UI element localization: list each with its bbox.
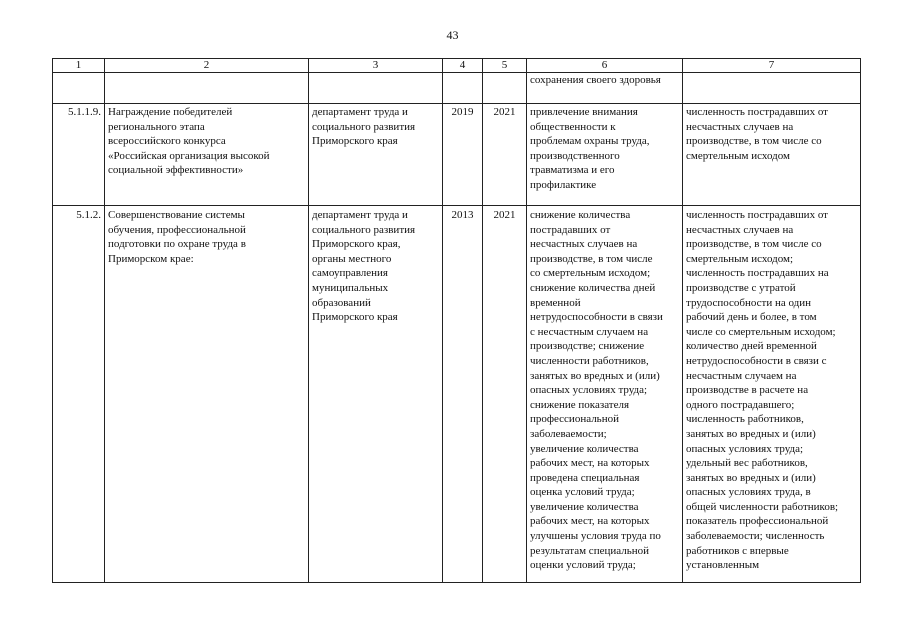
executor: департамент труда и социального развития Приморского края, органы местного самоуправления муниципальных образований Приморского края [309, 206, 443, 583]
header-col-4: 4 [443, 59, 483, 73]
cell-empty [443, 73, 483, 104]
expected-result: привлечение внимания общественности к проблемам охраны труда, производственного травматизма и его профилактике [527, 104, 683, 206]
measure-name: Награждение победителей регионального этапа всероссийского конкурса «Российская организация высокой социальной эффективности» [105, 104, 309, 206]
page-number: 43 [446, 28, 459, 42]
row-number: 5.1.1.9. [53, 104, 105, 206]
continuation-result: сохранения своего здоровья [527, 73, 683, 104]
program-table [52, 58, 861, 583]
header-row [53, 59, 861, 73]
start-year: 2019 [443, 104, 483, 206]
header-col-1: 1 [53, 59, 105, 73]
expected-result: снижение количества пострадавших от несчастных случаев на производстве, в том числе со смертельным исходом; снижение количества дней временной нетрудоспособности в связи с несчастным случаем на производстве; снижение численности работников, занятых во вредных и (или) опасных условиях труда; снижение показателя профессиональной заболеваемости; увеличение количества рабочих мест, на которых проведена специальная оценка условий труда; увеличение количества рабочих мест, на которых улучшены условия труда по результатам специальной оценки условий труда; [527, 206, 683, 583]
continuation-row [53, 73, 861, 104]
cell-empty [105, 73, 309, 104]
table-row [53, 206, 861, 583]
header-col-3: 3 [309, 59, 443, 73]
start-year: 2013 [443, 206, 483, 583]
cell-empty [683, 73, 861, 104]
header-col-2: 2 [105, 59, 309, 73]
header-col-7: 7 [683, 59, 861, 73]
header-col-5: 5 [483, 59, 527, 73]
end-year: 2021 [483, 104, 527, 206]
cell-empty [309, 73, 443, 104]
table-row [53, 104, 861, 206]
indicator: численность пострадавших от несчастных случаев на производстве, в том числе со смертельным исходом; численность пострадавших на производстве с утратой трудоспособности на один рабочий день и более, в том числе со смертельным исходом; количество дней временной нетрудоспособности в связи с несчастным случаем на производстве в расчете на одного пострадавшего; численность работников, занятых во вредных и (или) опасных условиях труда; удельный вес работников, занятых во вредных и (или) опасных условиях труда, в общей численности работников; показатель профессиональной заболеваемости; численность работников с впервые установленным [683, 206, 861, 583]
end-year: 2021 [483, 206, 527, 583]
measure-name: Совершенствование системы обучения, профессиональной подготовки по охране труда в Приморском крае: [105, 206, 309, 583]
cell-empty [53, 73, 105, 104]
indicator: численность пострадавших от несчастных случаев на производстве, в том числе со смертельным исходом [683, 104, 861, 206]
row-number: 5.1.2. [53, 206, 105, 583]
executor: департамент труда и социального развития Приморского края [309, 104, 443, 206]
header-col-6: 6 [527, 59, 683, 73]
cell-empty [483, 73, 527, 104]
